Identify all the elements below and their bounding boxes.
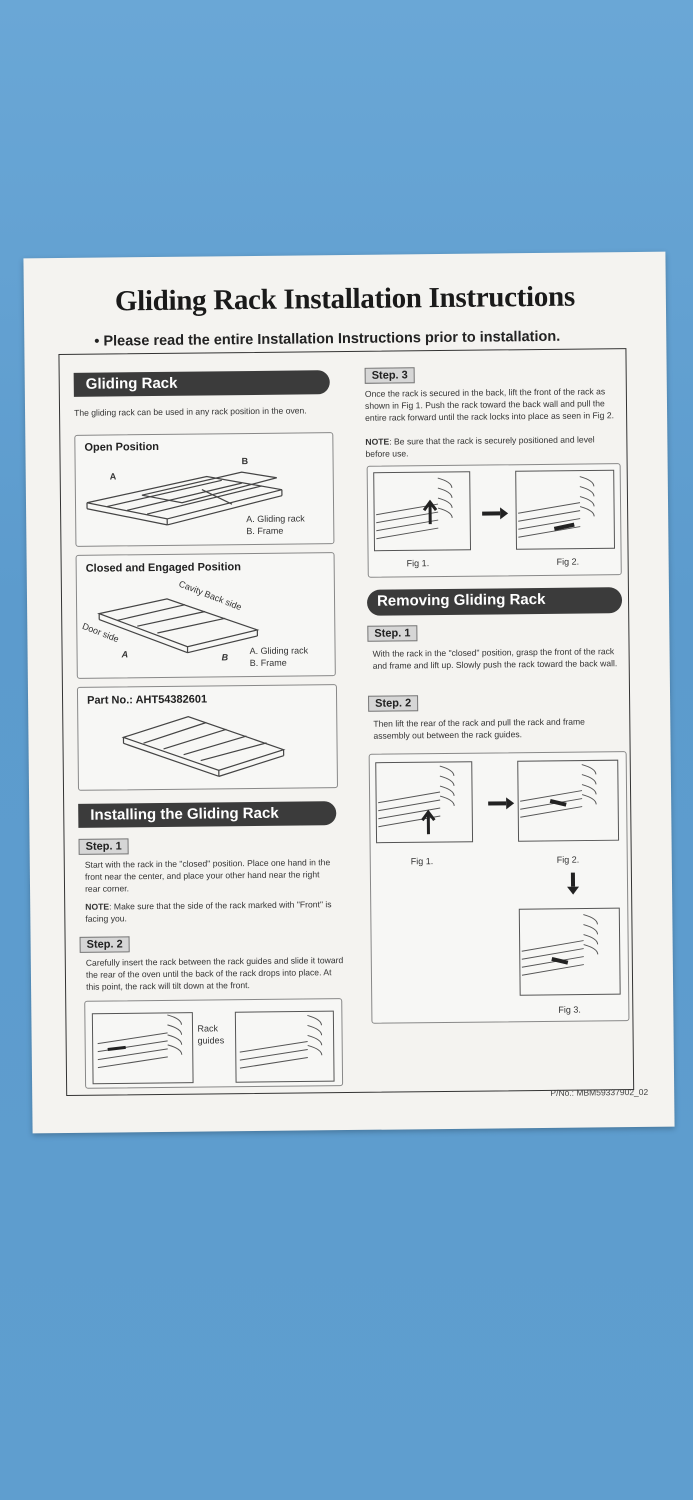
- gliding-rack-intro: The gliding rack can be used in any rack position in the oven.: [74, 405, 307, 418]
- step3-illustration: [368, 466, 619, 559]
- step3-label: Step. 3: [365, 367, 415, 384]
- install-step1-note: [85, 898, 337, 925]
- remove-step2-figure: [369, 751, 630, 1024]
- install-step2-text: Carefully insert the rack between the rack guides and slide it toward the rear of the oven until the back of the rack drops into place. At this point, the rack will tilt down at the front.: [85, 955, 344, 992]
- document-subtitle: • Please read the entire Installation Instructions prior to installation.: [94, 328, 561, 350]
- install-step2-label: Step. 2: [80, 936, 130, 953]
- step3-fig2-caption: Fig 2.: [556, 556, 580, 567]
- remove-fig1-caption: Fig 1.: [410, 856, 434, 867]
- open-label-a: A: [109, 471, 117, 482]
- open-position-box: [74, 432, 334, 547]
- closed-position-box: [76, 552, 336, 679]
- step3-note-text: : Be sure that the rack is securely positioned and level before use.: [365, 434, 595, 459]
- content-frame: [58, 348, 634, 1096]
- closed-label-a: A: [121, 649, 129, 660]
- part-number-title: Part No.: AHT54382601: [87, 693, 208, 707]
- remove-fig2-caption: Fig 2.: [556, 854, 580, 865]
- document-title: Gliding Rack Installation Instructions: [114, 280, 576, 318]
- step3-figure: [367, 463, 622, 578]
- installing-heading: Installing the Gliding Rack: [78, 801, 336, 828]
- removing-heading: Removing Gliding Rack: [367, 587, 622, 616]
- rack-guides-label: Rack guides: [197, 1023, 225, 1046]
- cavity-back-label: Cavity Back side: [177, 578, 244, 613]
- open-legend-a: A. Gliding rack: [246, 513, 305, 525]
- open-legend-b: B. Frame: [246, 525, 284, 537]
- closed-position-title: Closed and Engaged Position: [85, 561, 241, 575]
- install-step2-figure: [84, 998, 343, 1089]
- part-number-box: [77, 684, 338, 791]
- open-position-title: Open Position: [84, 440, 160, 454]
- remove-step2-text: Then lift the rear of the rack and pull the rack and frame assembly out between the rack guides.: [373, 716, 585, 741]
- part-rack-illustration: [118, 710, 299, 782]
- closed-legend-a: A. Gliding rack: [249, 645, 309, 657]
- remove-fig3-caption: Fig 3.: [558, 1004, 581, 1015]
- step3-note-label: NOTE: [365, 436, 390, 447]
- closed-legend-b: B. Frame: [249, 657, 287, 669]
- footer-part-number: P/No.: MBM59337902_02: [550, 1086, 649, 1098]
- remove-step2-illustration: [370, 754, 627, 1017]
- step3-note: [365, 433, 621, 460]
- closed-rack-illustration: [97, 594, 268, 656]
- install-step1-note-text: : Make sure that the side of the rack marked with "Front" is facing you.: [85, 899, 332, 924]
- install-step1-note-label: NOTE: [85, 901, 110, 912]
- remove-step1-text: With the rack in the "closed" position, grasp the front of the rack and frame and lift up. Slowly push the rack toward the back wall.: [372, 646, 618, 671]
- open-label-b: B: [241, 456, 249, 467]
- step3-fig1-caption: Fig 1.: [406, 558, 430, 569]
- remove-step1-label: Step. 1: [367, 625, 417, 642]
- door-side-label: Door side: [80, 620, 121, 645]
- closed-label-b: B: [221, 652, 229, 663]
- install-step1-label: Step. 1: [79, 838, 129, 855]
- install-step1-text: Start with the rack in the "closed" position. Place one hand in the front near the center, and place your other hand near the right rear corner.: [84, 857, 331, 894]
- gliding-rack-heading: Gliding Rack: [74, 370, 330, 397]
- step3-text: Once the rack is secured in the back, lift the front of the rack as shown in Fig 1. Push the rack toward the back wall and pull the entire rack forward until the rack locks into place as seen in Fig 2.: [364, 386, 615, 423]
- instruction-sheet: [23, 252, 674, 1134]
- remove-step2-label: Step. 2: [368, 695, 418, 712]
